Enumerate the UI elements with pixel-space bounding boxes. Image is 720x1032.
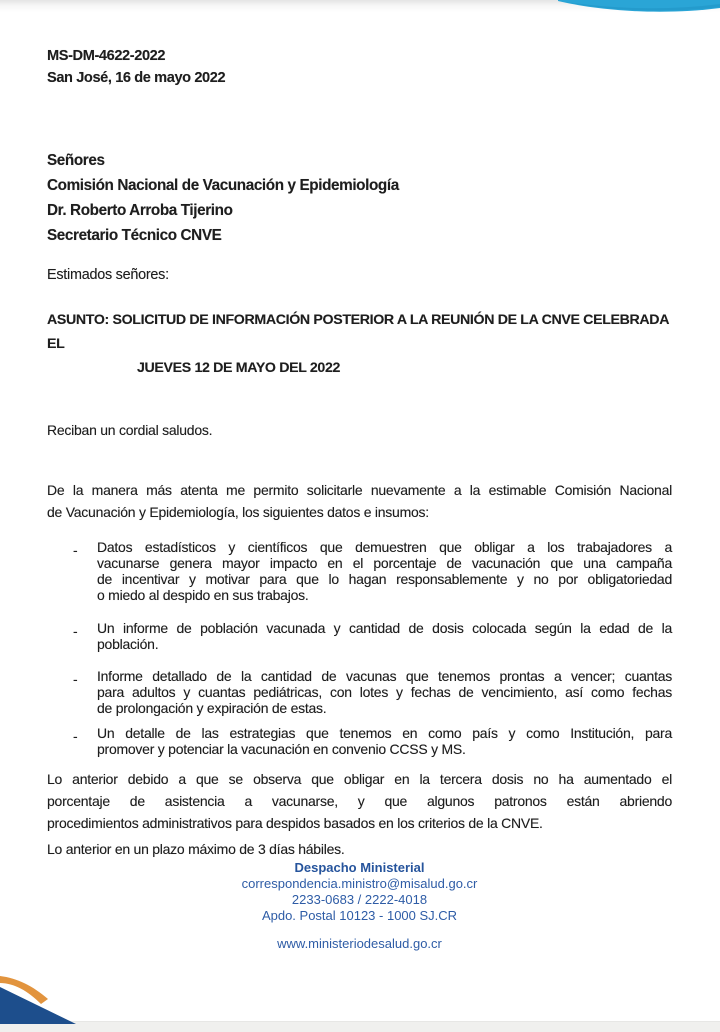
- request-item-1: [47, 539, 672, 603]
- request-4-line-2: promover y potenciar la vacunación en convenio CCSS y MS.: [97, 741, 466, 757]
- request-3-line-2: para adultos y cuantas pediátricas, con lotes y fechas de vencimiento, así como fechas: [97, 684, 672, 700]
- recipient-person: Dr. Roberto Arroba Tijerino: [47, 202, 233, 219]
- request-1-line-2: vacunarse genera mayor impacto en el porcentaje de vacunación que una campaña: [97, 555, 672, 571]
- recipient-organization: Comisión Nacional de Vacunación y Epidemiología: [47, 177, 399, 194]
- intro-line-2: de Vacunación y Epidemiología, los siguientes datos e insumos:: [47, 504, 429, 520]
- greeting-line: Estimados señores:: [47, 267, 169, 283]
- request-2-line-2: población.: [97, 636, 159, 652]
- recipient-block: [47, 148, 672, 248]
- subject-line-2: JUEVES 12 DE MAYO DEL 2022: [137, 360, 341, 376]
- closing-paragraph: [47, 768, 672, 834]
- bullet-dash: -: [73, 728, 78, 744]
- request-item-1-text: [97, 539, 672, 603]
- request-1-line-4: o miedo al despido en sus trabajos.: [97, 587, 309, 603]
- bottom-left-logo-swoosh-icon: [0, 970, 112, 1028]
- intro-line-1: De la manera más atenta me permito solicitarle nuevamente a la estimable Comisión Nacional: [47, 482, 672, 498]
- subject-line-1: ASUNTO: SOLICITUD DE INFORMACIÓN POSTERIOR A LA REUNIÓN DE LA CNVE CELEBRADA EL: [47, 312, 669, 352]
- subject-block: [47, 308, 672, 380]
- deadline-line: Lo anterior en un plazo máximo de 3 días hábiles.: [47, 841, 345, 857]
- request-item-2-text: [97, 620, 672, 652]
- opening-salute: Reciban un cordial saludos.: [47, 422, 213, 438]
- request-item-2: [47, 620, 672, 652]
- footer-contact-block: [47, 860, 672, 952]
- request-item-4-text: [97, 725, 672, 757]
- closing-line-3: procedimientos administrativos para despidos basados en los criterios de la CNVE.: [47, 815, 543, 831]
- closing-line-2: porcentaje de asistencia a vacunarse, y que algunos patronos están abriendo: [47, 793, 672, 809]
- bullet-dash: -: [73, 623, 78, 639]
- request-3-line-3: de prolongación y expiración de estas.: [97, 700, 327, 716]
- footer-postal-address: Apdo. Postal 10123 - 1000 SJ.CR: [261, 908, 458, 923]
- request-item-3: [47, 668, 672, 716]
- bullet-dash: -: [73, 671, 78, 687]
- city-date-line: San José, 16 de mayo 2022: [47, 70, 226, 86]
- bullet-dash: -: [73, 542, 78, 558]
- footer-website: www.ministeriodesalud.go.cr: [277, 936, 442, 951]
- closing-line-1: Lo anterior debido a que se observa que obligar en la tercera dosis no ha aumentado el: [47, 771, 672, 787]
- request-item-3-text: [97, 668, 672, 716]
- intro-paragraph: [47, 479, 672, 523]
- footer-office-name: Despacho Ministerial: [294, 860, 425, 875]
- request-item-4: [47, 725, 672, 757]
- request-1-line-1: Datos estadísticos y científicos que demuestren que obligar a los trabajadores a: [97, 539, 672, 555]
- request-2-line-1: Un informe de población vacunada y cantidad de dosis colocada según la edad de la: [97, 620, 672, 636]
- footer-phones: 2233-0683 / 2222-4018: [291, 892, 428, 907]
- recipient-salutation: Señores: [47, 152, 105, 169]
- reference-number: MS-DM-4622-2022: [47, 48, 166, 64]
- request-4-line-1: Un detalle de las estrategias que tenemos en como país y como Institución, para: [97, 725, 672, 741]
- footer-email: correspondencia.ministro@misalud.go.cr: [241, 876, 478, 891]
- recipient-role: Secretario Técnico CNVE: [47, 227, 222, 244]
- request-1-line-3: de incentivar y motivar para que lo hagan responsablemente y no por obligatoriedad: [97, 571, 672, 587]
- request-3-line-1: Informe detallado de la cantidad de vacunas que tenemos prontas a vencer; cuantas: [97, 668, 672, 684]
